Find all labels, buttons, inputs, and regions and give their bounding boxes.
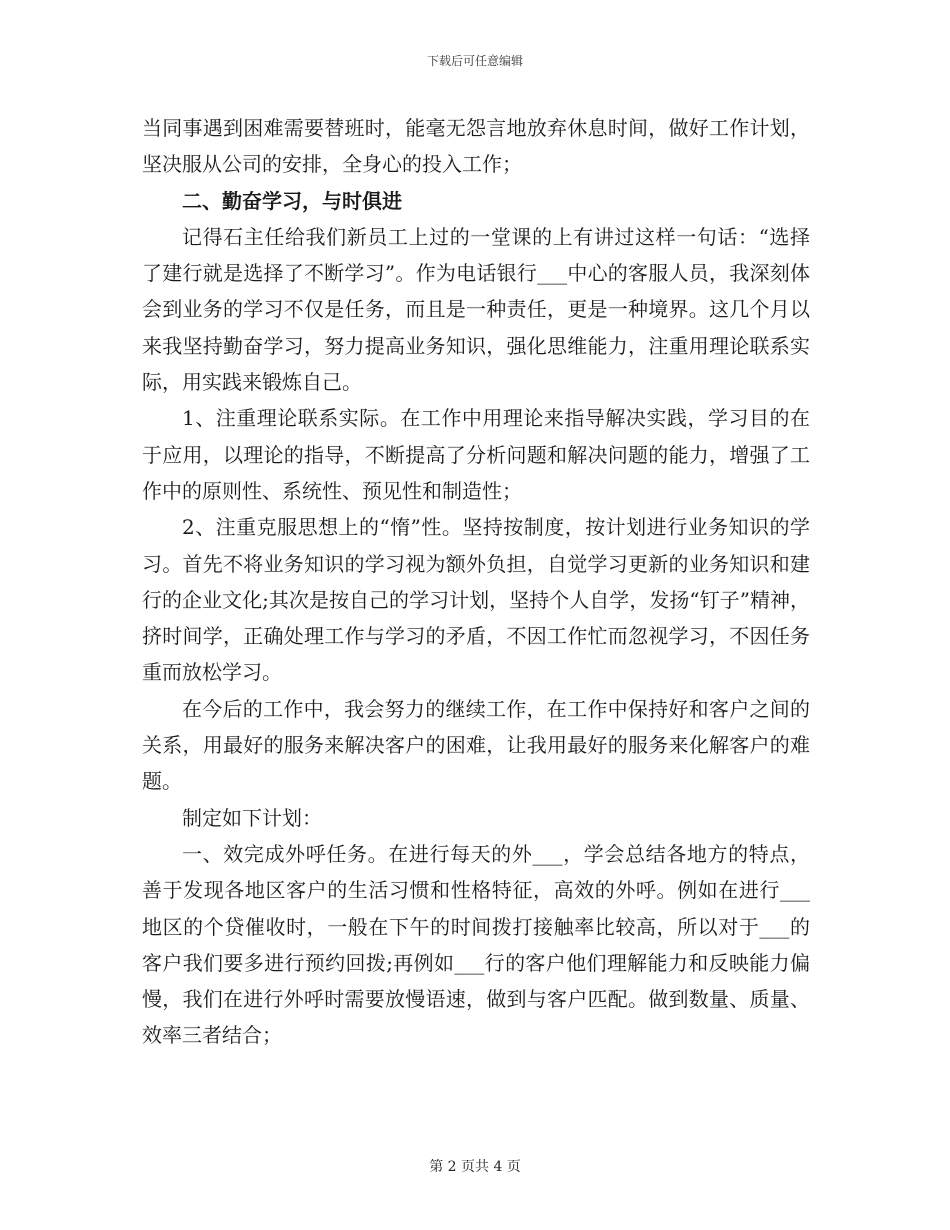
page-footer: 第 2 页共 4 页 [429,1159,521,1175]
paragraph: 一、效完成外呼任务。在进行每天的外___，学会总结各地方的特点，善于发现各地区客户的生活习惯和性格特征，高效的外呼。例如在进行___地区的个贷催收时，一般在下午的时间拨打接触率比较高，所以对于___的客户我们要多进行预约回拨;再例如___行的客户他们理解能力和反映能力偏慢，我们在进行外呼时需要放慢语速，做到与客户匹配。做到数量、质量、效率三者结合； [142,841,810,1048]
paragraph: 记得石主任给我们新员工上过的一堂课的上有讲过这样一句话：“选择了建行就是选择了不断学习”。作为电话银行___中心的客服人员，我深刻体会到业务的学习不仅是任务，而且是一种责任，更是一种境界。这几个月以来我坚持勤奋学习，努力提高业务知识，强化思维能力，注重用理论联系实际，用实践来锻炼自己。 [142,224,810,395]
page-header: 下载后可任意编辑 [426,54,523,68]
section-heading: 二、勤奋学习，与时俱进 [182,188,402,213]
paragraph: 在今后的工作中，我会努力的继续工作，在工作中保持好和客户之间的关系，用最好的服务来解决客户的困难，让我用最好的服务来化解客户的难题。 [142,696,810,794]
paragraph: 1、注重理论联系实际。在工作中用理论来指导解决实践，学习目的在于应用，以理论的指导，不断提高了分析问题和解决问题的能力，增强了工作中的原则性、系统性、预见性和制造性； [142,406,810,503]
paragraph-continuation: 当同事遇到困难需要替班时，能毫无怨言地放弃休息时间，做好工作计划，坚决服从公司的安排，全身心的投入工作； [142,116,810,177]
paragraph: 2、注重克服思想上的“惰”性。坚持按制度，按计划进行业务知识的学习。首先不将业务知识的学习视为额外负担，自觉学习更新的业务知识和建行的企业文化;其次是按自己的学习计划，坚持个人自学，发扬“钉子”精神，挤时间学，正确处理工作与学习的矛盾，不因工作忙而忽视学习，不因任务重而放松学习。 [142,515,810,685]
paragraph: 制定如下计划： [182,805,322,830]
document-body [142,110,810,1054]
